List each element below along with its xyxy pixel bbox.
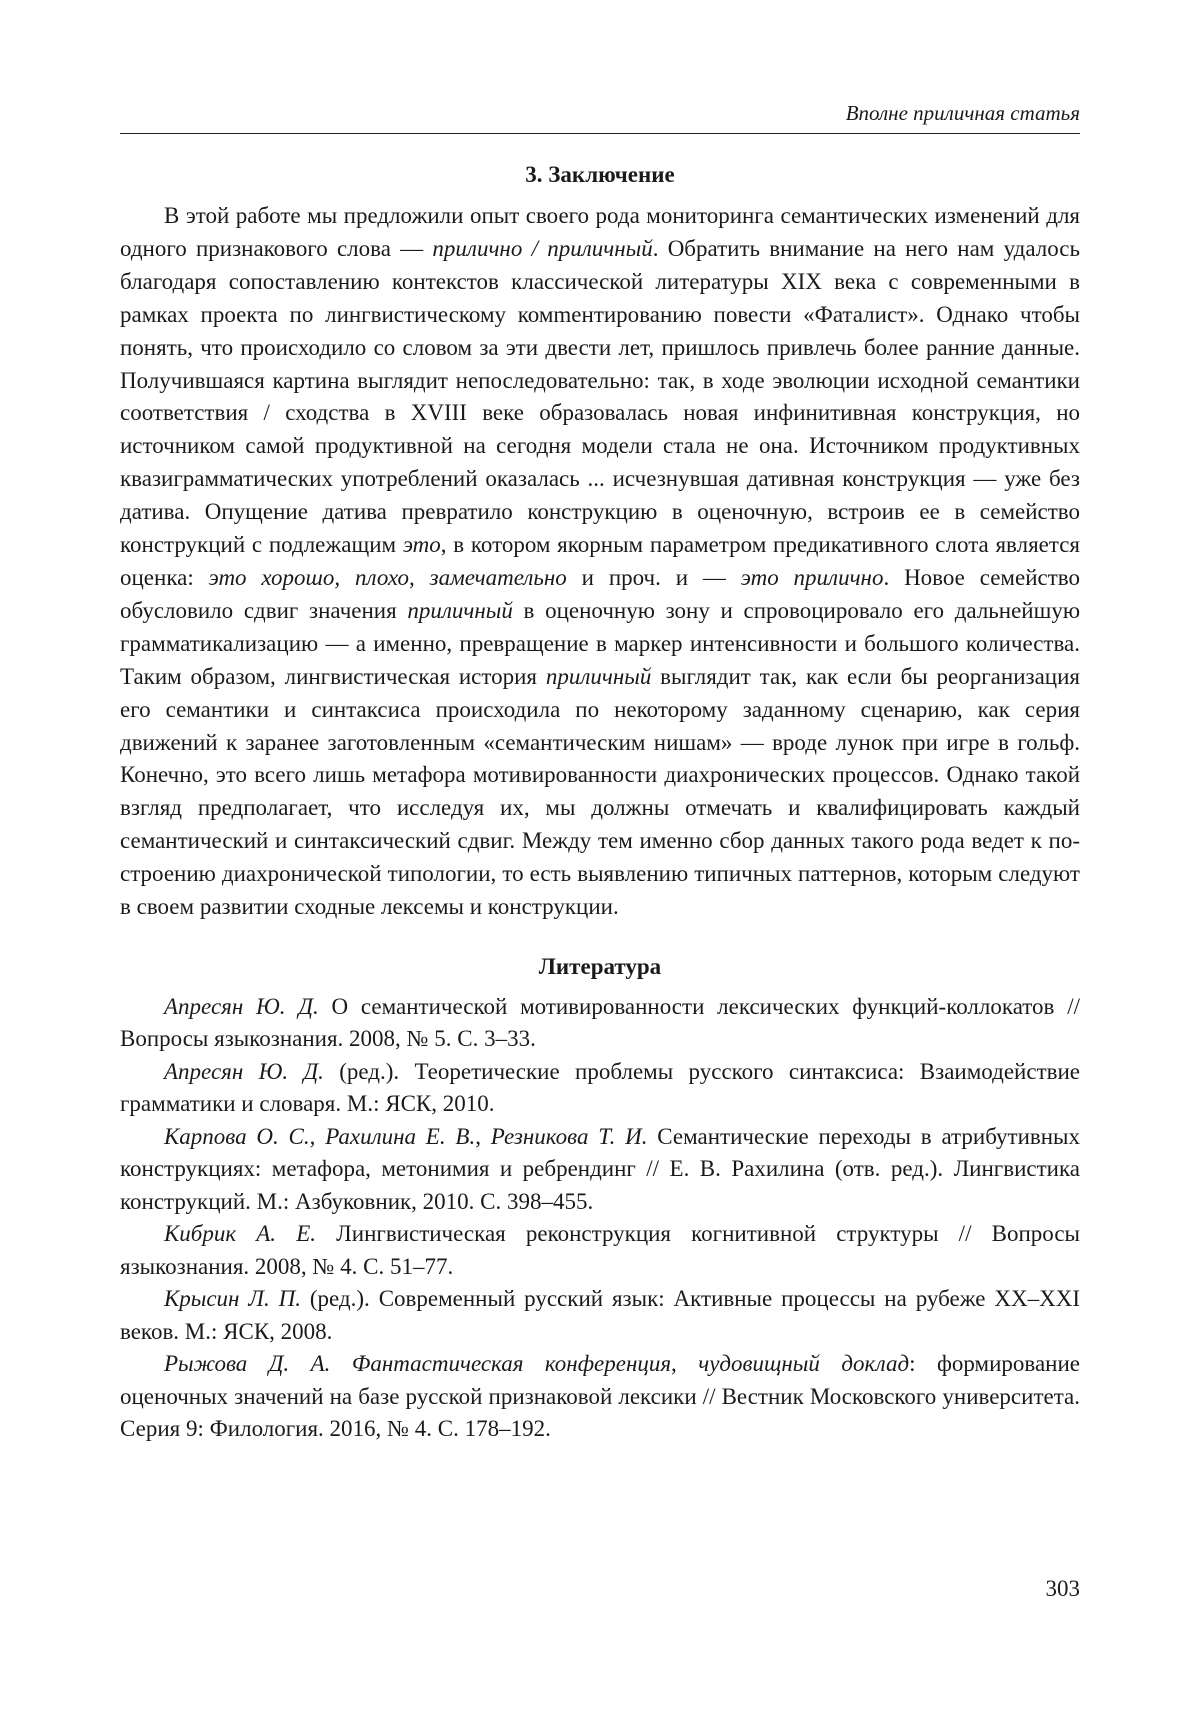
italic-text: Апресян Ю. Д. bbox=[164, 993, 319, 1019]
text-run: В этой работе мы предложили опыт своего рода мониторинга семантических изменений для одного признакового слова — bbox=[120, 203, 1080, 261]
italic-text: Крысин Л. П. bbox=[164, 1286, 301, 1312]
text-run: , bbox=[309, 1123, 326, 1149]
text-run: Лингвистическая реконструкция когнитивной структуры // Вопросы языкознания. 2008, № 4. С. 51–77. bbox=[120, 1221, 1080, 1279]
reference-item bbox=[120, 1283, 1080, 1348]
reference-item bbox=[120, 1218, 1080, 1283]
italic-text: это bbox=[402, 532, 441, 558]
italic-text: чудовищный доклад bbox=[698, 1351, 910, 1377]
italic-text: Карпова О. С. bbox=[164, 1123, 310, 1149]
content bbox=[120, 158, 1080, 1446]
text-run: , bbox=[671, 1351, 699, 1377]
italic-text: приличный bbox=[407, 597, 513, 623]
italic-text: Резникова Т. И. bbox=[490, 1123, 648, 1149]
text-run: : формирование оценочных значений на базе русской признаковой лексики // Вестник Московского университета. Серия 9: Филология. 2016, № 4. С. 178–192. bbox=[120, 1351, 1080, 1442]
text-run: (ред.). Теоретические проблемы русского синтаксиса: Взаимодействие грамматики и словаря. М.: ЯСК, 2010. bbox=[120, 1058, 1080, 1117]
reference-item bbox=[120, 1348, 1080, 1446]
reference-item bbox=[120, 991, 1080, 1056]
text-run: (ред.). Современный русский язык: Активные процессы на рубеже XX–XXI веков. М.: ЯСК, 2008. bbox=[120, 1286, 1081, 1344]
running-header: Вполне приличная статья bbox=[845, 101, 1080, 125]
italic-text: Рыжова Д. А. Фантастическая конференция bbox=[164, 1351, 672, 1377]
text-run: Семантические переходы в атрибутивных конструкциях: метафора, метонимия и ребрендинг // Е. В. Рахилина (отв. ред.). Лингвистика конструкций. М.: Азбуковник, 2010. С. 398–455. bbox=[120, 1123, 1081, 1214]
italic-text: приличный bbox=[545, 663, 652, 689]
italic-text: это хорошо, плохо, замечательно bbox=[208, 564, 567, 590]
section-heading: 3. Заключение bbox=[525, 162, 675, 187]
italic-text: Рахилина Е. В. bbox=[325, 1123, 476, 1149]
conclusion-paragraph bbox=[120, 200, 1080, 924]
text-run: , bbox=[475, 1123, 491, 1149]
text-run: и проч. и — bbox=[566, 564, 741, 590]
reference-item bbox=[120, 1056, 1080, 1121]
references-heading: Литература bbox=[538, 953, 662, 979]
text-run: в оценочную зону и спровоцировало его дальнейшую грамматикализацию — а именно, превращение в маркер интенсивности и большого количества. Таким образом, лингвистическая история bbox=[120, 597, 1080, 689]
header-rule bbox=[120, 133, 1080, 134]
reference-item bbox=[120, 1121, 1080, 1219]
text-run: . Новое семейство обусловило сдвиг значения bbox=[120, 564, 1080, 623]
italic-text: прилично / приличный bbox=[432, 235, 653, 261]
text-run: . Обратить внимание на него нам удалось благодаря сопоставлению контекстов классической литературы XIX века с современными в рамках проекта по лингвистическому комmентированию повести «Фаталист». Однако чтобы понять, что происходило со словом за эти двести лет, пришлось привлечь более ранние данные. Получившаяся картина выглядит непоследовательно: так, в ходе эволюции исходной семантики соответствия / сходства в XVIII веке образовалась новая инфинитивная конструкция, но источником самой продуктивной на сегодня модели стала не она. Источником продуктивных квазиграмматических употреблений оказалась ... исчезнувшая дативная конструкция — уже без датива. Опущение датива превратило конструкцию в оценочную, встроив ее в семейство конструкций с подлежащим bbox=[120, 235, 1081, 558]
italic-text: это прилично bbox=[740, 564, 884, 590]
page-number: 303 bbox=[1045, 1576, 1080, 1601]
italic-text: Кибрик А. Е. bbox=[164, 1221, 317, 1247]
text-run: О семантической мотивированности лексических функций-коллокатов // Вопросы языкознания. 2008, № 5. С. 3–33. bbox=[120, 993, 1080, 1052]
italic-text: Апресян Ю. Д. bbox=[164, 1058, 324, 1084]
references-list bbox=[120, 991, 1080, 1446]
text-run: выглядит так, как если бы реорганизация его семантики и синтаксиса происходила по некоторому заданному сценарию, как серия движений к заранее заготовленным «семантическим нишам» — вроде лунок при игре в гольф. Конечно, это всего лишь метафора мотивированности диахронических процессов. Однако такой взгляд предполагает, что исследуя их, мы должны отмечать и квалифицировать каждый семантический и синтаксический сдвиг. Между тем именно сбор данных такого рода ведет к построению диахронической типологии, то есть выявлению типичных паттернов, которым следуют в своем развитии сходные лексемы и конструкции. bbox=[120, 663, 1081, 920]
text-run: , в котором якорным параметром предикативного слота является оценка: bbox=[120, 532, 1080, 590]
